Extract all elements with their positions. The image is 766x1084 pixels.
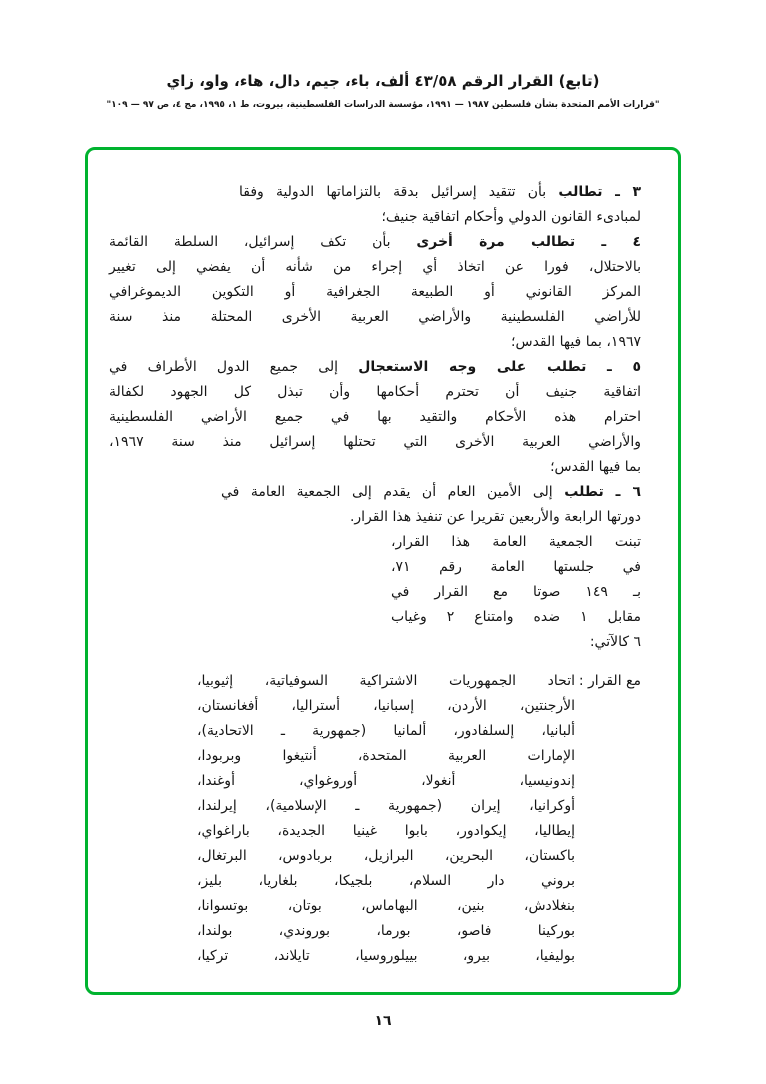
adoption-note-line-4: مقابل ١ ضده وامتناع ٢ وغياب xyxy=(391,609,642,625)
page-footer xyxy=(0,1010,766,1029)
paragraph-5-lead: ٥ ـ تطلب على وجه الاستعجال xyxy=(358,359,641,375)
paragraph-6-line-2: دورتها الرابعة والأربعين تقريرا عن تنفيذ هذا القرار. xyxy=(349,509,641,525)
paragraph-5-line-5: بما فيها القدس؛ xyxy=(550,459,641,475)
green-frame xyxy=(85,147,681,995)
paragraph-4 xyxy=(109,230,641,355)
paragraph-5-line-2: اتفاقية جنيف أن تحترم أحكامها وأن تبذل كل الجهود لكفالة xyxy=(109,384,641,400)
paragraph-4-line-5: ١٩٦٧، بما فيها القدس؛ xyxy=(511,334,641,350)
paragraph-3-line-2: لمبادىء القانون الدولي وأحكام اتفاقية جنيف؛ xyxy=(381,209,641,225)
paragraph-5 xyxy=(109,355,641,480)
adoption-note-line-2: في جلستها العامة رقم ٧١، xyxy=(391,559,641,575)
adoption-note-line-5: ٦ كالآتي: xyxy=(589,634,641,650)
country-line-7: إيطاليا، إيكوادور، بابوا غينيا الجديدة، باراغواي، xyxy=(197,823,575,839)
paragraph-4-line-4: للأراضي الفلسطينية والأراضي العربية الأخرى المحتلة منذ سنة xyxy=(109,309,641,325)
paragraph-5-line-1: ٥ ـ تطلب على وجه الاستعجال إلى جميع الدول الأطراف في xyxy=(109,359,641,375)
country-line-3: ألبانيا، إلسلفادور، ألمانيا (جمهورية ـ الاتحادية)، xyxy=(197,723,575,739)
country-line-11: بوركينا فاصو، بورما، بوروندي، بولندا، xyxy=(197,923,575,939)
country-line-6: أوكرانيا، إيران (جمهورية ـ الإسلامية)، إيرلندا، xyxy=(197,798,575,814)
vote-with-label: مع القرار : xyxy=(578,673,641,689)
document-header xyxy=(0,72,766,110)
paragraph-4-lead: ٤ ـ تطالب مرة أخرى xyxy=(416,234,641,250)
country-line-8: باكستان، البحرين، البرازيل، بربادوس، البرتغال، xyxy=(197,848,575,864)
paragraph-6-line-1: ٦ ـ تطلب إلى الأمين العام أن يقدم إلى الجمعية العامة في xyxy=(221,484,641,500)
resolution-body xyxy=(109,180,641,969)
paragraph-4-line-1: ٤ ـ تطالب مرة أخرى بأن تكف إسرائيل، السلطة القائمة xyxy=(109,234,641,250)
country-line-12: بوليفيا، بيرو، بييلوروسيا، تايلاند، تركيا، xyxy=(197,948,575,964)
page-number: ١٦ xyxy=(374,1013,392,1029)
paragraph-4-line-3: المركز القانوني أو الطبيعة الجغرافية أو التكوين الديموغرافي xyxy=(109,284,641,300)
adoption-note-line-1: تبنت الجمعية العامة هذا القرار، xyxy=(391,534,641,550)
country-line-5: إندونيسيا، أنغولا، أوروغواي، أوغندا، xyxy=(197,773,575,789)
paragraph-5-line-3: احترام هذه الأحكام والتقيد بها في جميع الأراضي الفلسطينية xyxy=(109,409,641,425)
document-title: (تابع) القرار الرقم ٤٣/٥٨ ألف، باء، جيم، دال، هاء، واو، زاي xyxy=(166,72,600,90)
paragraph-6 xyxy=(221,480,641,530)
document-source-line: "قرارات الأمم المتحدة بشأن فلسطين ١٩٨٧ — ١٩٩١، مؤسسة الدراسات الفلسطينية، بيروت، ط ١، ١٩٩٥، مج ٤، ص ٩٧ — ١٠٩" xyxy=(106,100,660,110)
country-line-9: بروني دار السلام، بلجيكا، بلغاريا، بليز، xyxy=(197,873,575,889)
vote-with-block xyxy=(197,669,641,969)
country-line-4: الإمارات العربية المتحدة، أنتيغوا وبربودا، xyxy=(197,748,575,764)
paragraph-3-lead: ٣ ـ تطالب xyxy=(558,184,641,200)
paragraph-6-lead: ٦ ـ تطلب xyxy=(564,484,641,500)
country-line-10: بنغلادش، بنين، البهاماس، بوتان، بوتسوانا، xyxy=(197,898,575,914)
adoption-note xyxy=(391,530,641,655)
paragraph-3 xyxy=(239,180,641,230)
country-line-1: اتحاد الجمهوريات الاشتراكية السوفياتية، إثيوبيا، xyxy=(197,673,575,689)
paragraph-4-line-2: بالاحتلال، فورا عن اتخاذ أي إجراء من شأنه أن يفضي إلى تغيير xyxy=(109,259,641,275)
adoption-note-line-3: بـ ١٤٩ صوتا مع القرار في xyxy=(391,584,641,600)
paragraph-5-line-4: والأراضي العربية الأخرى التي تحتلها إسرائيل منذ سنة ١٩٦٧، xyxy=(109,434,641,450)
vote-with-countries xyxy=(197,669,575,969)
operative-paragraphs xyxy=(109,180,641,530)
paragraph-3-line-1: ٣ ـ تطالب بأن تتقيد إسرائيل بدقة بالتزاماتها الدولية وفقا xyxy=(239,184,641,200)
country-line-2: الأرجنتين، الأردن، إسبانيا، أستراليا، أفغانستان، xyxy=(197,698,575,714)
